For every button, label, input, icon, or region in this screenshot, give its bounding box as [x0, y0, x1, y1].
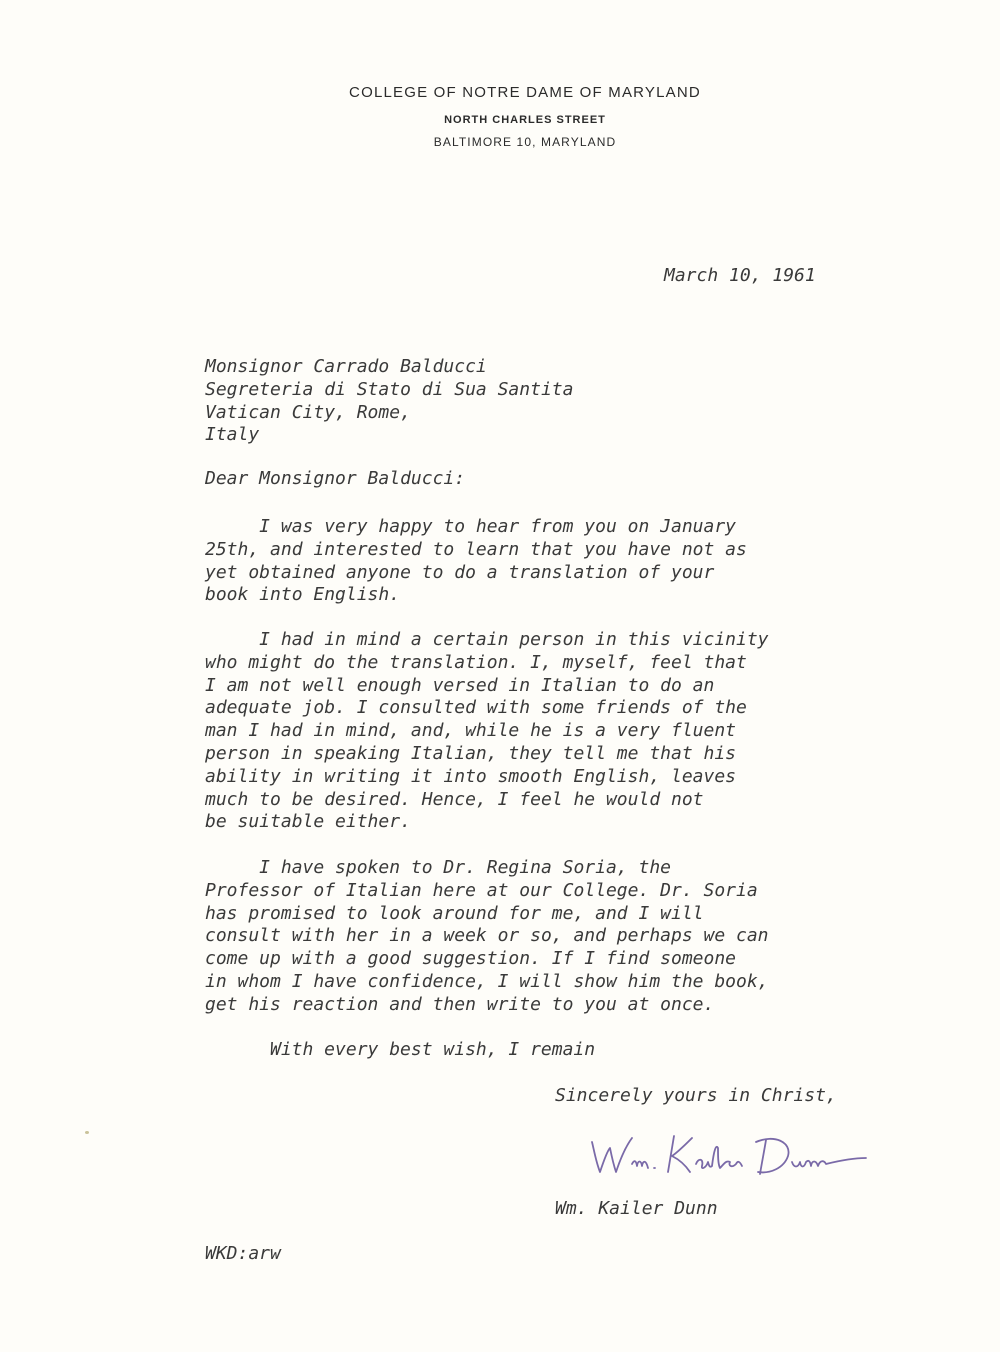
closing-wish: With every best wish, I remain: [270, 1039, 596, 1060]
body-line: ability in writing it into smooth English, leaves: [205, 765, 737, 787]
body-line: I was very happy to hear from you on January: [205, 516, 737, 537]
letterhead-college-name: COLLEGE OF NOTRE DAME OF MARYLAND: [349, 84, 701, 101]
reference-initials: WKD:arw: [205, 1243, 281, 1264]
body-line: get his reaction and then write to you at once.: [205, 993, 715, 1015]
paper-speck: [85, 1131, 89, 1134]
body-line: person in speaking Italian, they tell me that his: [205, 742, 737, 764]
body-line: Professor of Italian here at our College. Dr. Soria: [205, 879, 758, 901]
recipient-line: Vatican City, Rome,: [205, 401, 411, 423]
body-line: come up with a good suggestion. If I find someone: [205, 948, 737, 970]
letterhead-street: NORTH CHARLES STREET: [444, 114, 606, 126]
recipient-address: [205, 356, 573, 447]
body-line: book into English.: [205, 584, 401, 606]
body-paragraph-2: [205, 629, 769, 834]
body-line: I have spoken to Dr. Regina Soria, the: [205, 857, 671, 878]
salutation: Dear Monsignor Balducci:: [205, 468, 466, 489]
recipient-line: Segreteria di Stato di Sua Santita: [205, 378, 574, 400]
complimentary-close: Sincerely yours in Christ,: [555, 1085, 837, 1106]
body-line: adequate job. I consulted with some friends of the: [205, 697, 747, 719]
body-line: be suitable either.: [205, 811, 411, 833]
letterhead-city: BALTIMORE 10, MARYLAND: [433, 135, 617, 149]
typed-signer-name: Wm. Kailer Dunn: [555, 1198, 718, 1219]
body-paragraph-1: [205, 516, 747, 607]
recipient-line: Italy: [205, 424, 260, 446]
body-line: has promised to look around for me, and I will: [205, 902, 704, 924]
body-line: man I had in mind, and, while he is a very fluent: [205, 720, 737, 742]
body-line: in whom I have confidence, I will show him the book,: [205, 970, 769, 992]
body-line: I am not well enough versed in Italian to do an: [205, 674, 715, 696]
body-paragraph-3: [205, 857, 769, 1017]
body-line: consult with her in a week or so, and perhaps we can: [205, 925, 769, 947]
letter-date: March 10, 1961: [664, 265, 816, 286]
body-line: much to be desired. Hence, I feel he would not: [205, 788, 704, 810]
handwritten-signature: [570, 1120, 890, 1190]
body-line: I had in mind a certain person in this vicinity: [205, 629, 769, 650]
body-line: 25th, and interested to learn that you have not as: [205, 538, 747, 560]
body-line: yet obtained anyone to do a translation of your: [205, 561, 715, 583]
body-line: who might do the translation. I, myself, feel that: [205, 651, 747, 673]
recipient-line: Monsignor Carrado Balducci: [205, 356, 487, 377]
